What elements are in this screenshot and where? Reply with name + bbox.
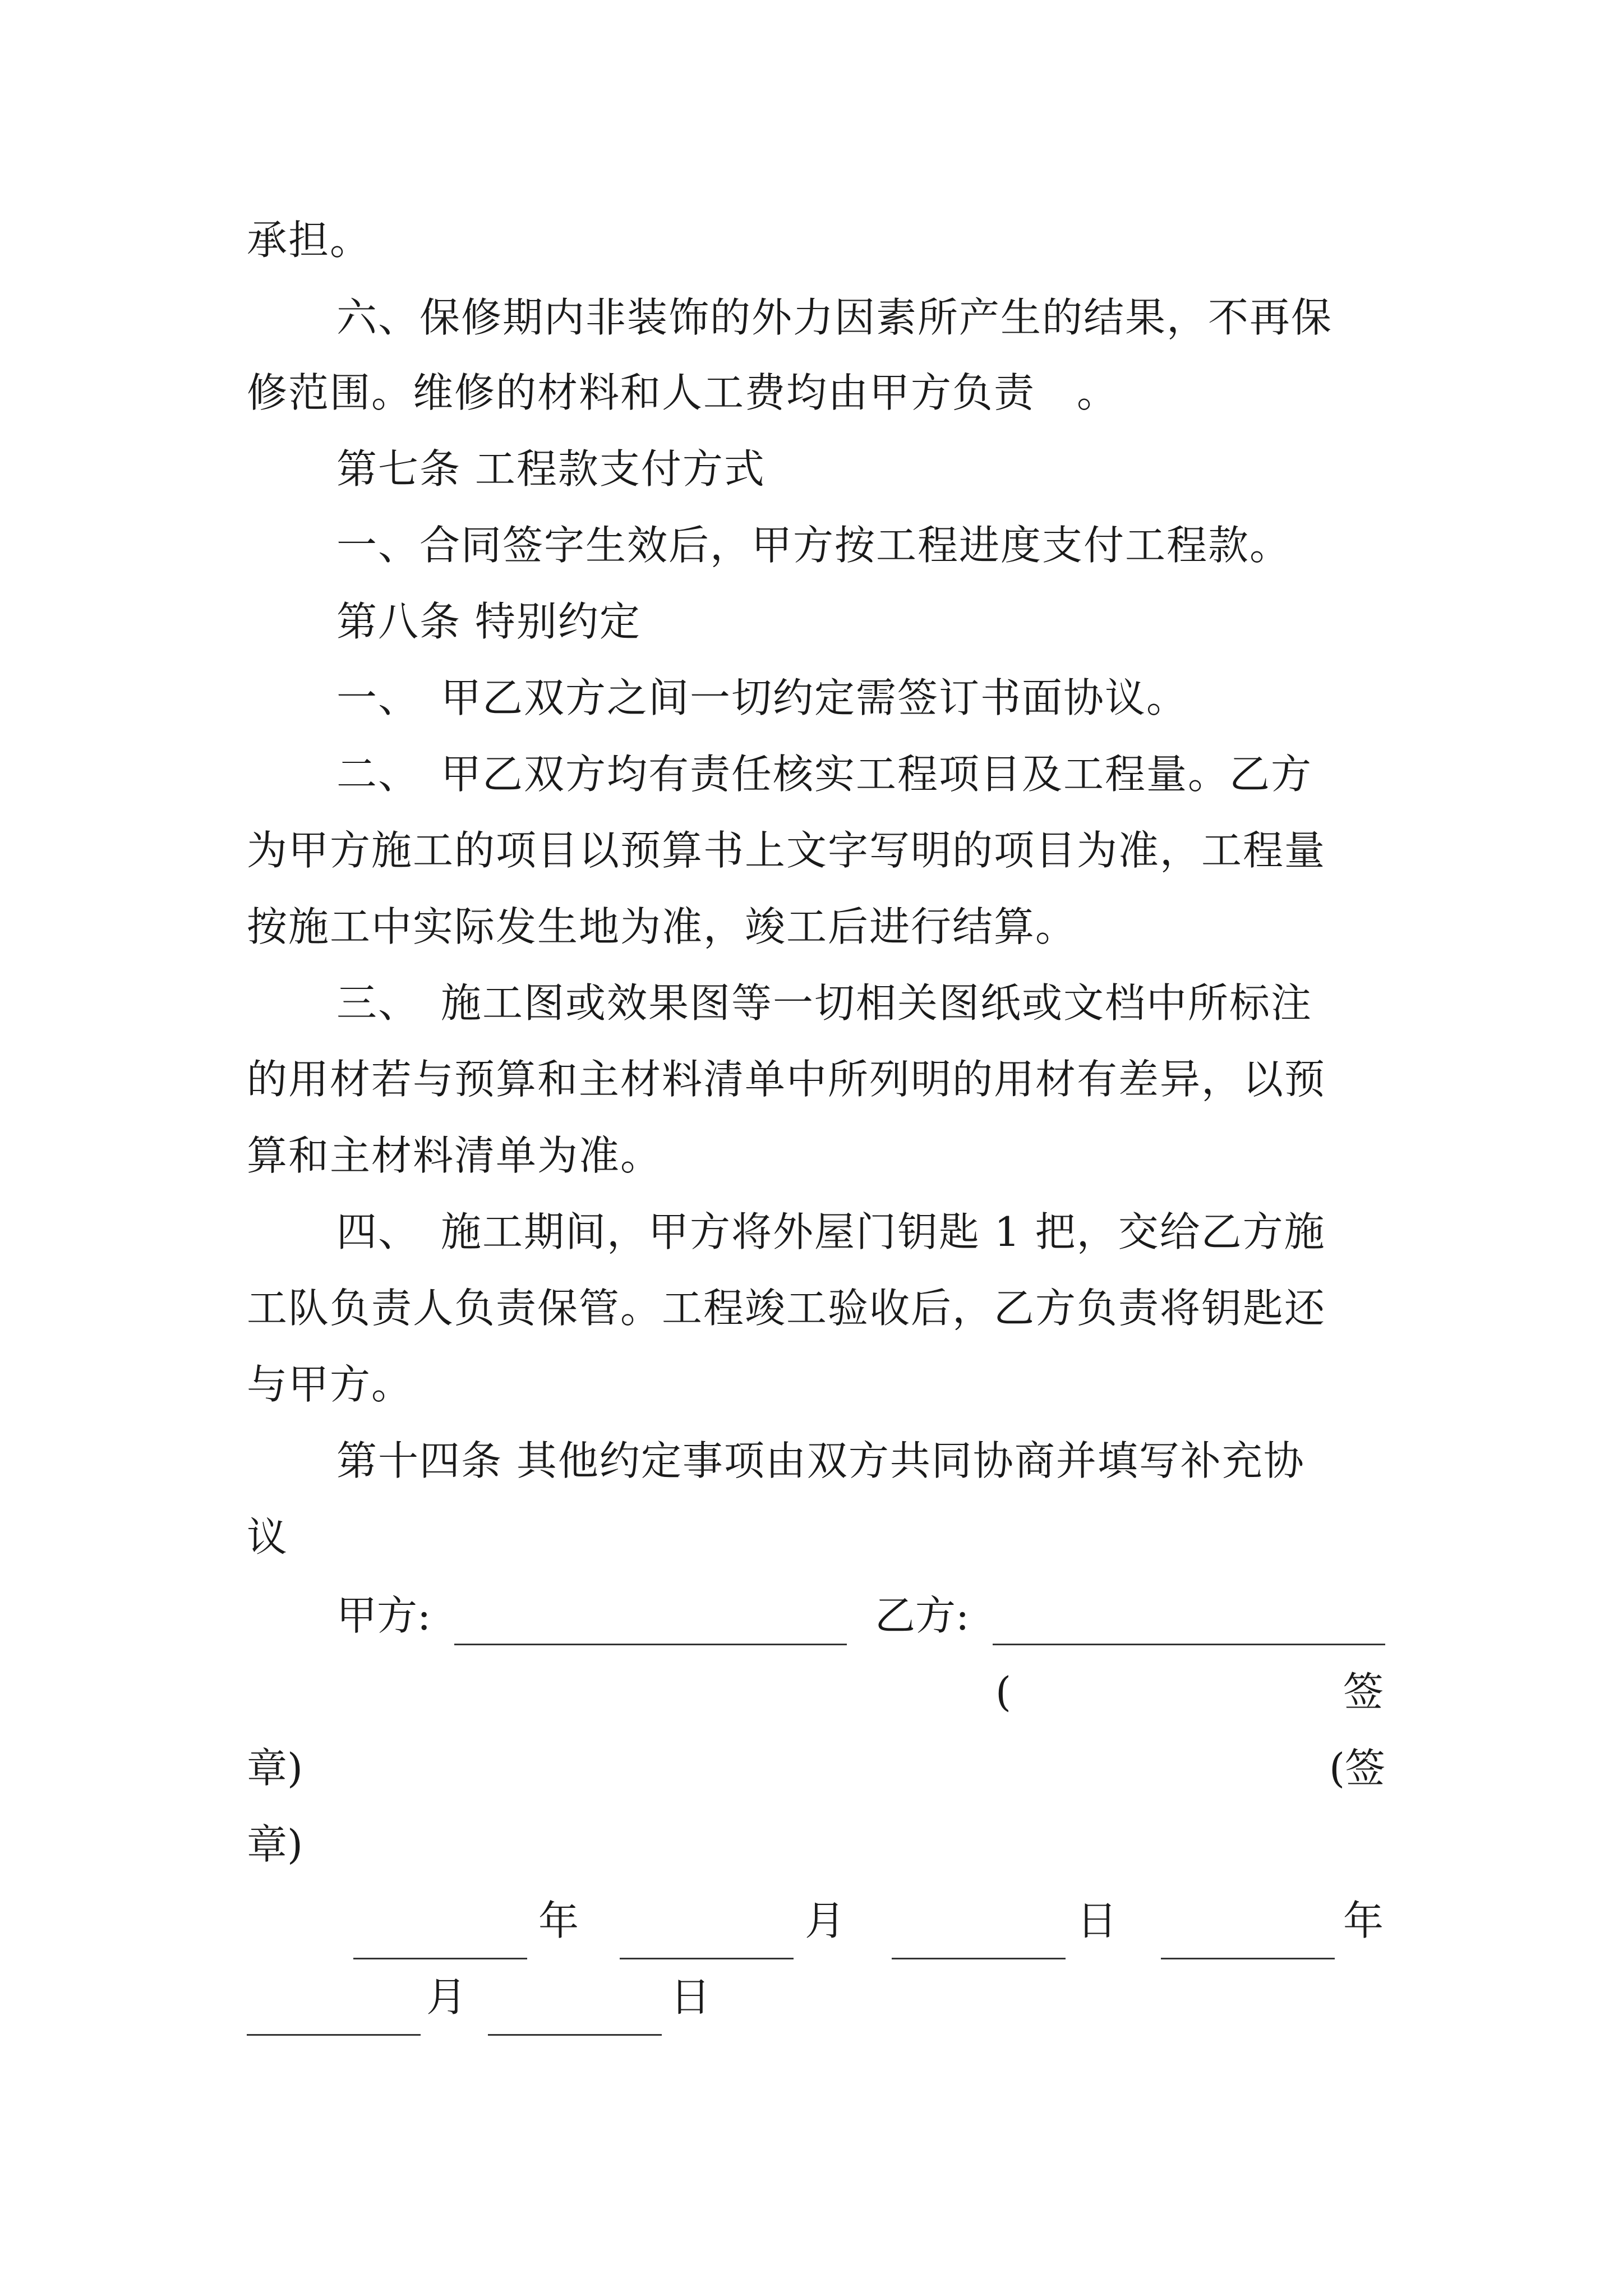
seal-open-b: (签 [1329, 1745, 1386, 1792]
year-label-b: 年 [1343, 1897, 1384, 1944]
month-blank-b[interactable] [247, 2034, 421, 2036]
day-blank-a[interactable] [892, 1958, 1066, 1959]
day-blank-b[interactable] [488, 2034, 662, 2036]
text-line-1: 承担。 [247, 217, 372, 264]
text-line-8: 二、 甲乙双方均有责任核实工程项目及工程量。乙方 [336, 751, 1313, 798]
party-b-label: 乙方: [875, 1592, 970, 1639]
article-7-heading: 第七条 工程款支付方式 [336, 445, 766, 493]
text-line-15: 工队负责人负责保管。工程竣工验收后，乙方负责将钥匙还 [247, 1285, 1326, 1332]
text-line-5: 一、合同签字生效后，甲方按工程进度支付工程款。 [336, 522, 1292, 569]
year-label-a: 年 [538, 1897, 579, 1944]
text-line-7: 一、 甲乙双方之间一切约定需签订书面协议。 [336, 674, 1188, 721]
article-8-heading: 第八条 特别约定 [336, 598, 641, 645]
month-label-b: 月 [426, 1973, 467, 2021]
party-a-signature-line[interactable] [454, 1644, 847, 1645]
article-14-heading: 第十四条 其他约定事项由双方共同协商并填写补充协 [336, 1437, 1305, 1484]
text-line-9: 为甲方施工的项目以预算书上文字写明的项目为准，工程量 [247, 827, 1326, 874]
text-line-2: 六、保修期内非装饰的外力因素所产生的结果，不再保 [336, 294, 1333, 341]
text-line-16: 与甲方。 [247, 1361, 413, 1408]
text-line-12: 的用材若与预算和主材料清单中所列明的用材有差异，以预 [247, 1056, 1326, 1103]
year-blank-b[interactable] [1161, 1958, 1335, 1959]
text-line-18: 议 [247, 1513, 289, 1561]
text-line-13: 算和主材料清单为准。 [247, 1132, 662, 1179]
month-label-a: 月 [805, 1897, 846, 1944]
seal-char: 签 [1343, 1668, 1384, 1715]
text-line-10: 按施工中实际发生地为准，竣工后进行结算。 [247, 903, 1077, 950]
seal-open-paren: ( [995, 1668, 1012, 1715]
text-line-3: 修范围。维修的材料和人工费均由甲方负责 。 [247, 369, 1119, 416]
seal-close-b: 章) [247, 1821, 303, 1868]
text-line-11: 三、 施工图或效果图等一切相关图纸或文档中所标注 [336, 979, 1313, 1027]
text-line-14: 四、 施工期间，甲方将外屋门钥匙 1 把，交给乙方施 [336, 1208, 1326, 1255]
day-label-a: 日 [1077, 1897, 1118, 1944]
day-label-b: 日 [670, 1973, 711, 2021]
seal-close-a: 章) [247, 1745, 303, 1792]
party-b-signature-line[interactable] [993, 1644, 1385, 1645]
party-a-label: 甲方: [336, 1592, 431, 1639]
